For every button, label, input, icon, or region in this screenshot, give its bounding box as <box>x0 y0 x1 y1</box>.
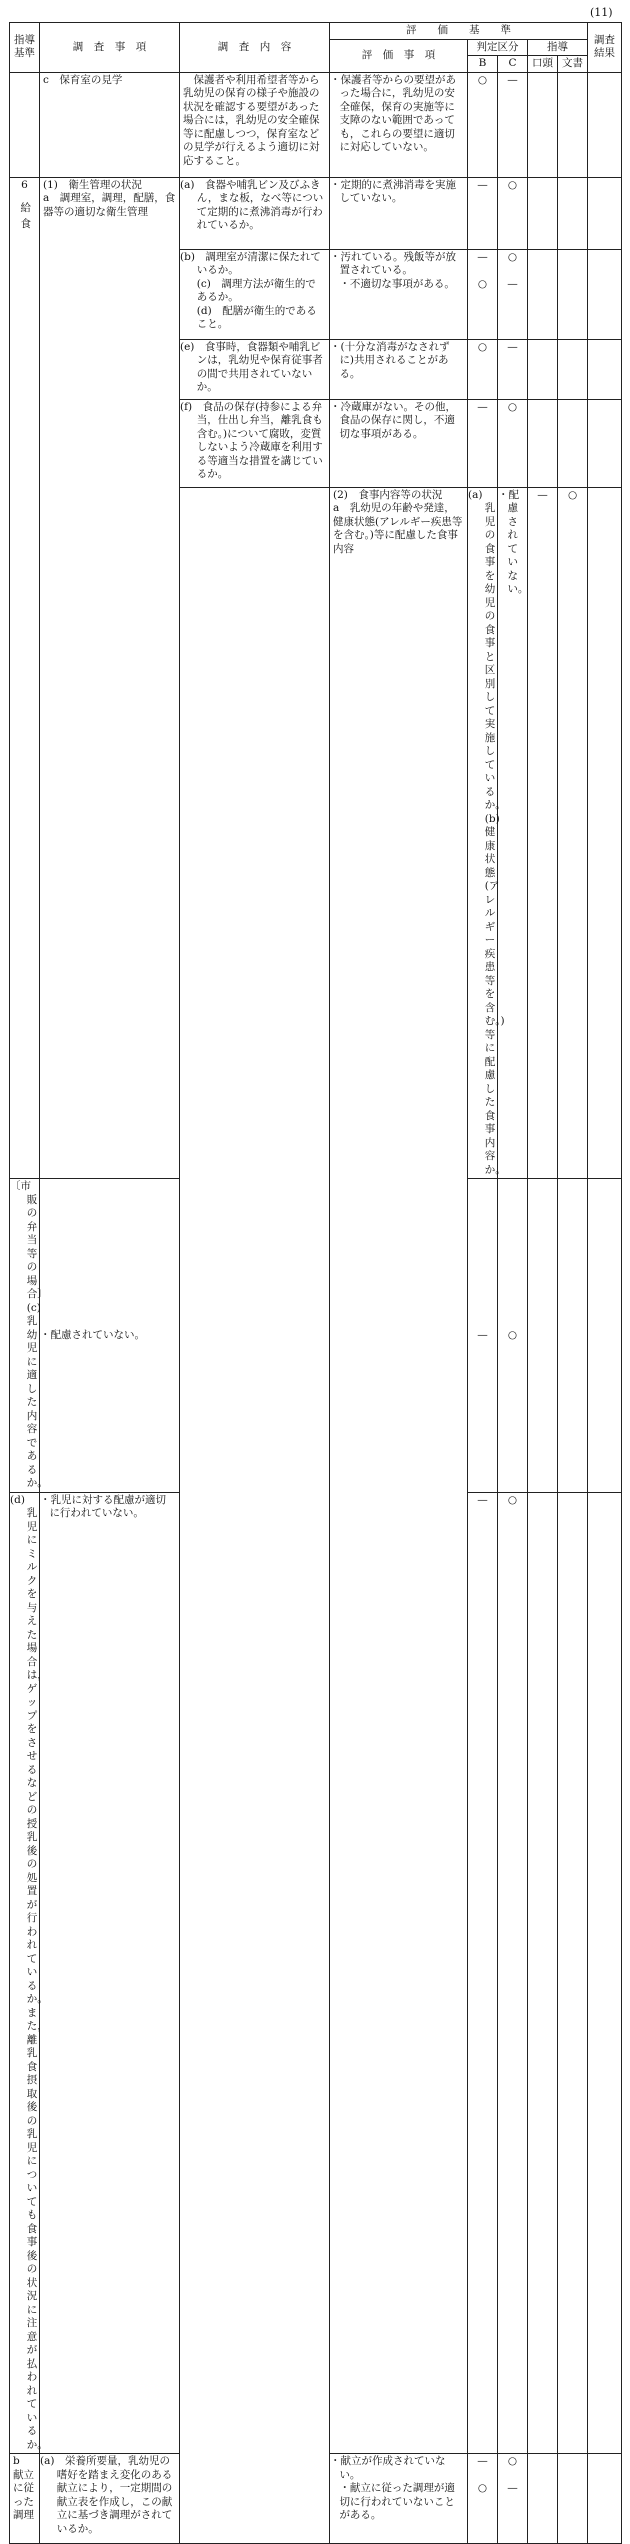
result-cell <box>588 1492 622 2454</box>
judgment-c: ○ <box>498 177 528 249</box>
header-oral: 口頭 <box>528 56 558 73</box>
content-cell: (b) 調理室が清潔に保たれているか。 (c) 調理方法が衛生的であるか。 (d) 配膳が衛生的であること。 <box>180 249 330 339</box>
standard-number: 6 <box>21 178 28 191</box>
criteria-cell: ・定期的に煮沸消毒を実施していない。 <box>330 177 468 249</box>
judgment-b: — <box>468 399 498 487</box>
judgment-b: — ○ <box>468 249 498 339</box>
result-cell <box>588 72 622 177</box>
document-cell <box>558 249 588 339</box>
inspection-table <box>9 22 622 2544</box>
criteria-cell: ・配慮されていない。 <box>498 487 528 1179</box>
result-cell <box>588 339 622 399</box>
document-cell <box>558 72 588 177</box>
header-b: B <box>468 56 498 73</box>
judgment-b: — <box>468 1492 498 2454</box>
document-cell <box>558 1492 588 2454</box>
oral-cell <box>528 2454 558 2544</box>
header-document: 文書 <box>558 56 588 73</box>
oral-cell <box>528 339 558 399</box>
content-cell: (a) 乳児の食事を幼児の食事と区別して実施しているか。 (b) 健康状態(アレルギー疾患等を含む。)等に配慮した食事内容か。 <box>468 487 498 1179</box>
document-cell <box>558 399 588 487</box>
judgment-c: ○ <box>498 399 528 487</box>
judgment-b: ○ <box>468 339 498 399</box>
result-cell <box>588 1179 622 1493</box>
content-cell: 〔市販の弁当等の場合〕 (c) 乳幼児に適した内容であるか。 <box>10 1179 40 1493</box>
criteria-cell: ・配慮されていない。 <box>40 1179 180 1493</box>
header-content: 調 査 内 容 <box>180 23 330 73</box>
judgment-c: ○ — <box>498 249 528 339</box>
judgment-b: ○ <box>468 72 498 177</box>
oral-cell <box>528 399 558 487</box>
item-cell: c 保育室の見学 <box>40 72 180 177</box>
oral-cell <box>588 487 622 1179</box>
header-judgment: 判定区分 <box>468 39 528 56</box>
criteria-cell: ・(十分な消毒がなされずに)共用されることがある。 <box>330 339 468 399</box>
header-item: 調 査 事 項 <box>40 23 180 73</box>
content-cell: (f) 食品の保存(持参による弁当，仕出し弁当，離乳食も含む。)について腐敗，変質しないよう冷蔵庫を利用する等適当な措置を講じているか。 <box>180 399 330 487</box>
judgment-b: — <box>468 1179 498 1493</box>
document-cell <box>558 2454 588 2544</box>
content-cell: (a) 栄養所要量，乳幼児の嗜好を踏まえ変化のある献立により，一定期間の献立表を作成し，この献立に基づき調理がされているか。 <box>40 2454 180 2544</box>
criteria-cell: ・保護者等からの要望があった場合に，乳幼児の安全確保，保育の実施等に支障のない範囲であっても，これらの要望に適切に対応していない。 <box>330 72 468 177</box>
header-standard: 指導基準 <box>10 23 40 73</box>
document-cell <box>558 177 588 249</box>
content-cell: (d) 乳児にミルクを与えた場合は，ゲップをさせるなどの授乳後の処置が行われているか。また，離乳食摂取後の乳児についても食事後の状況に注意が払われているか。 <box>10 1492 40 2454</box>
criteria-cell: ・冷蔵庫がない。その他，食品の保存に関し，不適切な事項がある。 <box>330 399 468 487</box>
header-result: 調査結果 <box>588 23 622 73</box>
result-cell <box>588 249 622 339</box>
item-cell: (2) 食事内容等の状況 a 乳幼児の年齢や発達，健康状態(アレルギー疾患等を含む。)等に配慮した食事内容 <box>330 487 468 2454</box>
judgment-b: — <box>528 487 558 1179</box>
result-cell <box>588 177 622 249</box>
document-cell <box>558 1179 588 1493</box>
standard-cell <box>180 487 330 2544</box>
header-criteria-item: 評 価 事 項 <box>330 39 468 72</box>
result-cell <box>588 2454 622 2544</box>
header-criteria: 評 価 基 準 <box>330 23 588 40</box>
standard-label: 給食 <box>19 202 32 234</box>
content-cell: (e) 食事時，食器類や哺乳ビンは，乳幼児や保育従事者の間で共用されていないか。 <box>180 339 330 399</box>
document-cell <box>558 339 588 399</box>
standard-cell <box>10 177 40 1179</box>
oral-cell <box>528 249 558 339</box>
oral-cell <box>528 177 558 249</box>
header-c: C <box>498 56 528 73</box>
header-guidance: 指導 <box>528 39 588 56</box>
oral-cell <box>528 1179 558 1493</box>
judgment-b: — ○ <box>468 2454 498 2544</box>
judgment-b: — <box>468 177 498 249</box>
table-row <box>10 72 622 177</box>
judgment-c: ○ <box>498 1492 528 2454</box>
judgment-c: ○ <box>558 487 588 1179</box>
judgment-c: ○ — <box>498 2454 528 2544</box>
standard-cell <box>10 72 40 177</box>
criteria-cell: ・汚れている。残飯等が放置されている。 ・不適切な事項がある。 <box>330 249 468 339</box>
criteria-cell: ・献立が作成されていない。 ・献立に従った調理が適切に行われていないことがある。 <box>330 2454 468 2544</box>
judgment-c: — <box>498 72 528 177</box>
content-cell: 保護者や利用希望者等から乳幼児の保育の様子や施設の状況を確認する要望があった場合には，乳幼児の安全確保等に配慮しつつ，保育室などの見学が行えるよう適切に対応すること。 <box>180 72 330 177</box>
content-cell: (a) 食器や哺乳ビン及びふきん，まな板，なべ等について定期的に煮沸消毒が行われているか。 <box>180 177 330 249</box>
criteria-cell: ・乳児に対する配慮が適切に行われていない。 <box>40 1492 180 2454</box>
table-row <box>10 177 622 249</box>
oral-cell <box>528 72 558 177</box>
judgment-c: — <box>498 339 528 399</box>
item-cell: (1) 衛生管理の状況 a 調理室，調理，配膳，食器等の適切な衛生管理 <box>40 177 180 1179</box>
judgment-c: ○ <box>498 1179 528 1493</box>
page-number: (11) <box>590 6 613 19</box>
item-cell: b 献立に従った調理 <box>10 2454 40 2544</box>
result-cell <box>588 399 622 487</box>
oral-cell <box>528 1492 558 2454</box>
